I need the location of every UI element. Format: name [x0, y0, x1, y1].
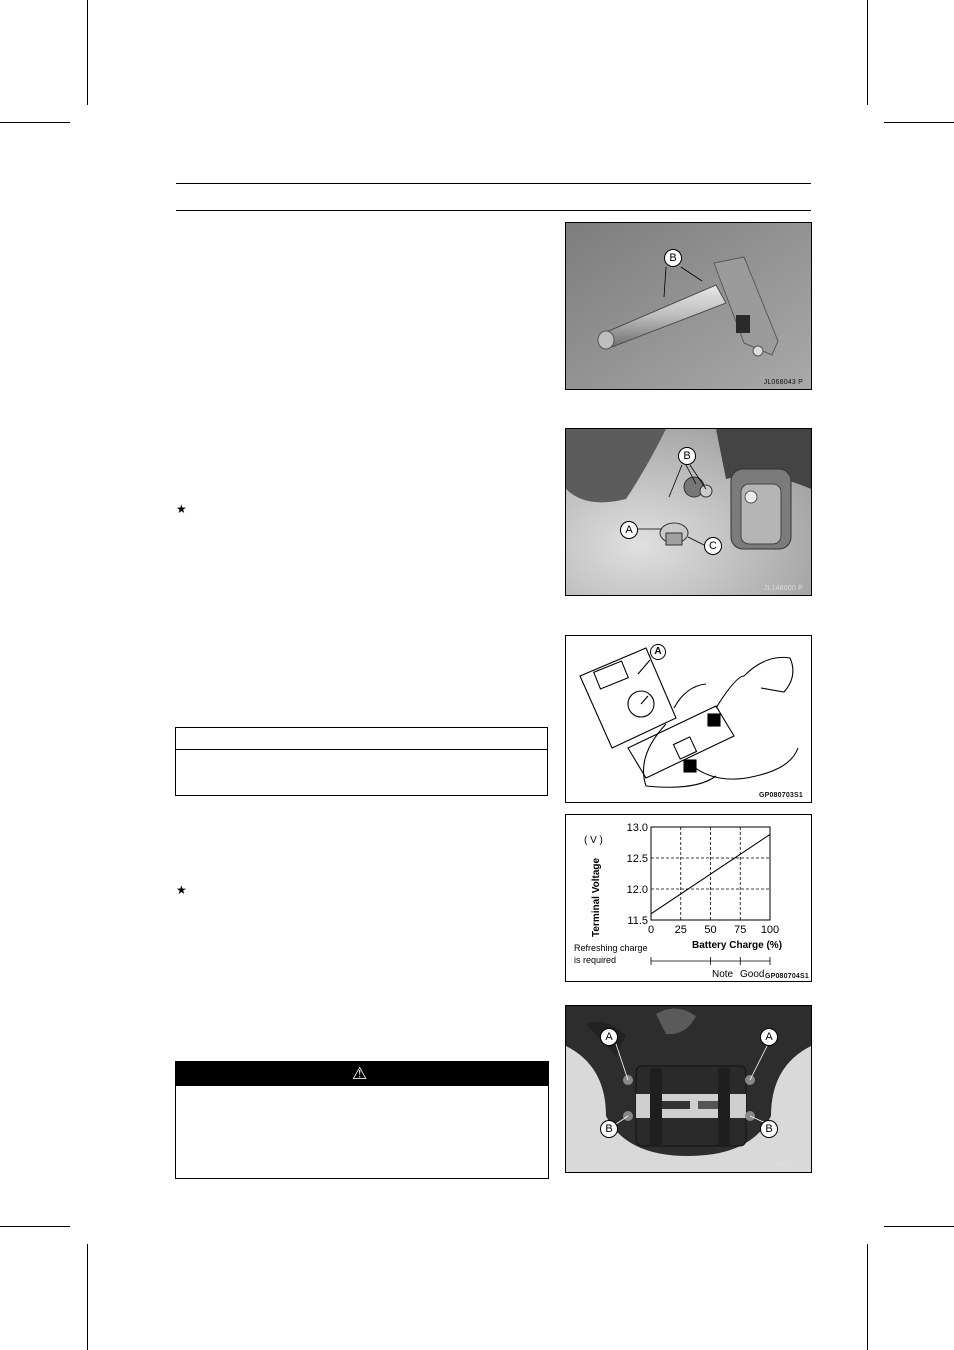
- crop-mark-top-right-vertical: [867, 0, 868, 105]
- voltmeter-illustration: [566, 636, 811, 802]
- crop-mark-top-right-horizontal: [884, 122, 954, 123]
- callout-b: B: [664, 249, 682, 267]
- bullet-star: ★: [176, 502, 187, 516]
- image-code: GP080704S1: [764, 973, 809, 980]
- annotation-note: Note: [712, 969, 734, 980]
- x-tick-label: 100: [760, 924, 780, 936]
- callout-a-right: A: [760, 1028, 778, 1046]
- callout-a-left: A: [600, 1028, 618, 1046]
- bullet-star: ★: [176, 883, 187, 897]
- warning-box: [175, 1061, 549, 1179]
- photo-shaft: [565, 222, 812, 390]
- crop-mark-top-left-vertical: [87, 0, 88, 105]
- header-rule-bottom: [176, 210, 811, 211]
- x-tick-label: 0: [647, 924, 655, 936]
- y-axis-unit: ( V ): [584, 835, 603, 846]
- drawing-voltmeter-test: [565, 635, 812, 803]
- crop-mark-bottom-left-vertical: [87, 1244, 88, 1350]
- callout-a: A: [650, 644, 666, 660]
- y-tick-label: 12.5: [626, 853, 648, 865]
- y-tick-label: 11.5: [627, 915, 648, 927]
- callout-b: B: [678, 447, 696, 465]
- crop-mark-bottom-left-horizontal: [0, 1226, 70, 1227]
- callout-a: A: [620, 521, 638, 539]
- annotation-refresh-line2: is required: [574, 955, 617, 965]
- header-rule-top: [176, 183, 811, 184]
- crop-mark-bottom-right-vertical: [867, 1244, 868, 1350]
- callout-b-left: B: [600, 1120, 618, 1138]
- image-code: JL068043 P: [763, 379, 803, 386]
- image-code: JL158003 P: [763, 1162, 803, 1169]
- spec-table-box: [175, 727, 548, 796]
- crop-mark-bottom-right-horizontal: [884, 1226, 954, 1227]
- photo-switch: [565, 428, 812, 596]
- callout-b-right: B: [760, 1120, 778, 1138]
- image-code: GP080703S1: [758, 792, 803, 799]
- annotation-good: Good: [740, 969, 765, 980]
- image-code: JL148000 P: [763, 585, 803, 592]
- spec-table-divider: [176, 749, 547, 750]
- callout-c: C: [704, 537, 722, 555]
- x-axis-label: Battery Charge (%): [692, 940, 783, 951]
- photo-battery: [565, 1005, 812, 1173]
- crop-mark-top-left-horizontal: [0, 122, 70, 123]
- warning-triangle-icon: ⚠: [352, 1064, 368, 1083]
- chart-svg: [566, 815, 811, 981]
- annotation-refresh-line1: Refreshing charge: [574, 943, 648, 953]
- chart-terminal-voltage: [565, 814, 812, 982]
- x-tick-label: 50: [704, 924, 717, 936]
- series-line: [651, 834, 770, 913]
- y-axis-label: Terminal Voltage: [591, 857, 602, 937]
- x-tick-label: 25: [674, 924, 687, 936]
- y-tick-label: 13.0: [626, 822, 648, 834]
- warning-header-bar: [176, 1062, 548, 1086]
- y-tick-label: 12.0: [626, 884, 648, 896]
- x-tick-label: 75: [734, 924, 747, 936]
- shaft-illustration: [566, 223, 811, 389]
